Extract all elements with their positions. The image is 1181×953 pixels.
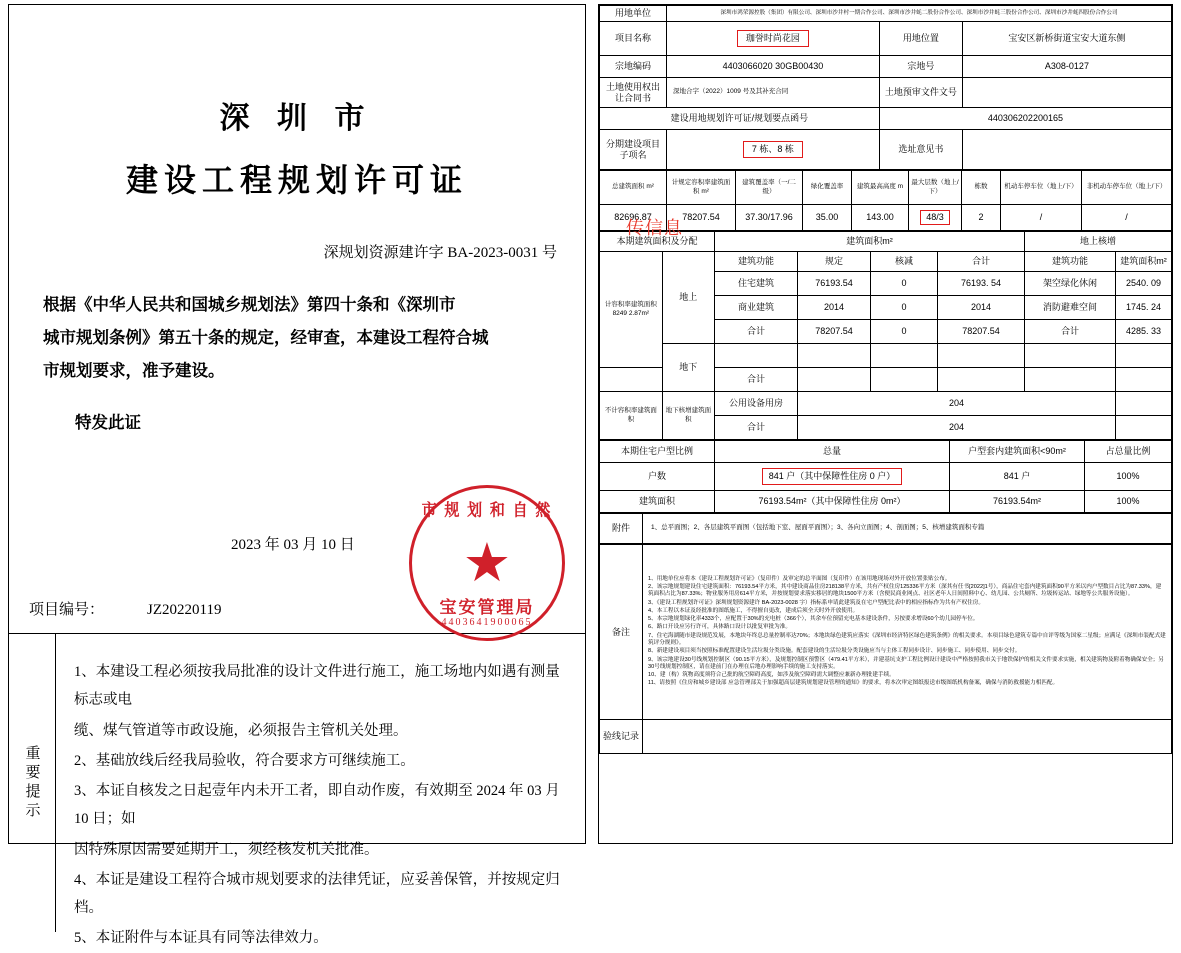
remark-line: 6、路口开设应另行许可，具体路口设计以批复审批为准。 (648, 624, 791, 631)
seal-arc-top-text: 市 规 划 和 自 然 (421, 502, 553, 520)
alloc-title-left: 本期建筑面积及分配 (600, 232, 715, 252)
alloc-row2-required: 78207.54 (798, 320, 871, 344)
extra-row1-value: 204 (798, 416, 1116, 440)
certificate-notes-block (9, 634, 585, 947)
alloc-row0-function: 住宅建筑 (715, 272, 798, 296)
certificate-body-line-1: 根据《中华人民共和国城乡规划法》第四十条和《深圳市 (43, 295, 456, 314)
alloc-row1-area2: 1745. 24 (1116, 296, 1172, 320)
form-right-panel (598, 4, 1173, 844)
project-number-label: 项目编号： (29, 602, 105, 618)
table-row (600, 205, 1172, 231)
remark-line: 5、本宗地规划绿化率4333个，应配置于30%的充电桩（366个），其余车位预留充电基本建设条件，另按要求增设60个幼儿园停车位。 (648, 616, 979, 623)
alloc-under-row1-reduced (871, 368, 938, 392)
alloc-row1-total: 2014 (938, 296, 1025, 320)
housing-row1-ratio: 100% (1085, 491, 1172, 513)
housing-header-total: 总量 (715, 441, 950, 463)
alloc-row2-function2: 合计 (1025, 320, 1116, 344)
table-row (600, 514, 1172, 544)
table-row (600, 171, 1172, 205)
stats-header-3: 绿化覆盖率 (803, 171, 852, 205)
table-row (600, 108, 1172, 130)
alloc-under-row0-function2 (1025, 344, 1116, 368)
stats-value-5: 48/3 (920, 210, 950, 225)
alloc-col-required: 规定 (798, 252, 871, 272)
alloc-title-right: 地上核增 (1025, 232, 1172, 252)
housing-row1-under90: 76193.54m² (950, 491, 1085, 513)
alloc-underground-label: 地下 (662, 344, 714, 392)
alloc-col-function2: 建筑功能 (1025, 252, 1116, 272)
alloc-under-row0-total (938, 344, 1025, 368)
sub-project-value: 7 栋、8 栋 (743, 141, 803, 158)
table-row (600, 441, 1172, 463)
table-row (600, 6, 1172, 22)
stats-header-6: 栋数 (962, 171, 1001, 205)
housing-row0-total: 841 户（其中保障性住房 0 户） (762, 468, 903, 485)
alloc-row2-function: 合计 (715, 320, 798, 344)
note-line: 2、基础放线后经我局验收，符合要求方可继续施工。 (74, 752, 415, 769)
land-permit-value: 440306202200165 (879, 108, 1171, 130)
stats-value-6: 2 (962, 205, 1001, 231)
certificate-special-issue: 特发此证 (75, 413, 141, 432)
site-opinion-label: 选址意见书 (879, 130, 962, 170)
alloc-row2-area2: 4285. 33 (1116, 320, 1172, 344)
housing-row0-under90: 841 户 (950, 463, 1085, 491)
land-permit-label: 建设用地规划许可证/规划要点函号 (600, 108, 880, 130)
stats-value-8: / (1082, 205, 1172, 231)
watermark-text: 传信息 (626, 218, 683, 238)
housing-row1-total: 76193.54m²（其中保障性住房 0m²） (715, 491, 950, 513)
table-row (600, 463, 1172, 491)
notes-content (56, 634, 585, 947)
remarks-content (643, 545, 1172, 720)
attachment-label: 附件 (600, 514, 643, 544)
remark-line: 8、新建建设项目须当按照标准配置建设生活垃圾分类设施。配套建设的生活垃圾分类设施应当与主体工程同步设计、同步施工、同步使用、同步交付。 (648, 648, 1021, 655)
extra-side-label: 地下核增建筑面积 (662, 392, 714, 440)
alloc-ground-label: 地上 (662, 252, 714, 344)
certificate-body-line-2: 城市规划条例》第五十条的规定，经审查，本建设工程符合城 (43, 328, 489, 347)
land-contract-value: 深地合字（2022）1009 号及其补充合同 (667, 78, 880, 108)
certificate-body-text (43, 288, 551, 387)
alloc-row2-total: 78207.54 (938, 320, 1025, 344)
alloc-col-function: 建筑功能 (715, 252, 798, 272)
remark-line: 2、该宗地规划建设住宅建筑面积：76193.54平方米，其中建设商品住房218138平方米，共有产权住房125336平方米（深其有任书[2022]1号），商品住宅套内建筑面积90平方米以内户型数目占比为87.33%，建筑面积占比为87.33%；物业服务用房614平方米，并按规划要求落实移居的地块1500平方米（含便民商业网点、社区老年人日间照料中心、幼儿园、公共厕所、垃圾转运站、绿地等公共服务设施）。 (648, 584, 1162, 598)
note-line: 因特殊原因需要延期开工，须经核发机关批准。 (74, 841, 379, 858)
alloc-under-row1-area2 (1116, 368, 1172, 392)
sub-project-label: 分期建设项目子项名 (600, 130, 667, 170)
alloc-under-row1-total (938, 368, 1025, 392)
certificate-title-name: 建设工程规划许可证 (125, 162, 468, 198)
parcel-no-value: A308-0127 (962, 56, 1171, 78)
stats-header-8: 非机动车停车位（地上/下） (1082, 171, 1172, 205)
extra-row1-blank (1116, 416, 1172, 440)
project-name-value-cell (667, 22, 880, 56)
table-row (600, 130, 1172, 170)
housing-row1-label: 建筑面积 (600, 491, 715, 513)
project-name-label: 项目名称 (600, 22, 667, 56)
building-stats-table (599, 170, 1172, 231)
note-line: 5、本证附件与本证具有同等法律效力。 (74, 930, 328, 947)
alloc-row0-function2: 架空绿化休闲 (1025, 272, 1116, 296)
housing-title: 本期住宅户型比例 (600, 441, 715, 463)
alloc-under-row0-function (715, 344, 798, 368)
parcel-code-label: 宗地编码 (600, 56, 667, 78)
remark-line: 4、本工程以本证及经批准的图纸施工，不得擅自更改，建成后须全天时外开放使用。 (648, 607, 859, 614)
seal-arc-bottom-text: 4403641900065 (441, 617, 533, 628)
land-contract-label: 土地使用权出让合同书 (600, 78, 667, 108)
alloc-side-filler (600, 368, 663, 392)
stats-header-4: 建筑最高高度 m (852, 171, 909, 205)
stats-value-4: 143.00 (852, 205, 909, 231)
land-unit-label: 用地单位 (600, 6, 667, 22)
alloc-row0-area2: 2540. 09 (1116, 272, 1172, 296)
alloc-under-row1-required (798, 368, 871, 392)
table-row (600, 545, 1172, 720)
alloc-row0-reduced: 0 (871, 272, 938, 296)
inspection-value (643, 720, 1172, 754)
attachment-text: 1、总平面图；2、各层建筑平面图（包括地下室、屋面平面图）；3、各向立面图；4、剖面图；5、核增建筑面积专篇 (643, 514, 1172, 544)
remark-line: 3、《建设工程规划许可证》深圳规划资源建许 BA-2023-0028 字）指标系申请此建筑及在宅户型配比表中的相应指标作为共有产权住房。 (648, 599, 984, 606)
note-line: 3、本证自核发之日起壹年内未开工者，即自动作废，有效期至 2024 年 03 月 10 日；如 (74, 783, 560, 828)
certificate-left-panel (8, 4, 586, 947)
land-location-label: 用地位置 (879, 22, 962, 56)
certificate-main-block (9, 93, 585, 634)
housing-header-under90: 户型套内建筑面积<90m² (950, 441, 1085, 463)
seal-star-icon: ★ (462, 533, 512, 593)
table-row (600, 491, 1172, 513)
attachment-table (599, 513, 1172, 544)
stats-header-0: 总建筑面积 m² (600, 171, 667, 205)
housing-ratio-table (599, 440, 1172, 513)
alloc-under-row0-reduced (871, 344, 938, 368)
stats-header-7: 机动车停车位（地上/下） (1001, 171, 1082, 205)
table-row (600, 344, 1172, 368)
stats-header-5: 最大层数（地上/下） (909, 171, 962, 205)
stats-header-2: 建筑覆盖率（一/二级） (736, 171, 803, 205)
table-row (600, 392, 1172, 416)
alloc-row2-reduced: 0 (871, 320, 938, 344)
alloc-title-mid: 建筑面积m² (715, 232, 1025, 252)
stats-value-0: 82696.87 (600, 205, 667, 231)
alloc-row1-reduced: 0 (871, 296, 938, 320)
extra-row0-value: 204 (798, 392, 1116, 416)
stats-value-5-cell (909, 205, 962, 231)
housing-row0-ratio: 100% (1085, 463, 1172, 491)
permit-data-table (599, 5, 1172, 170)
remark-line: 10、建（构）筑物高度须符合己批的航空障碍高度，如涉及航空障碍需大调整应兼新办理批建手续。 (648, 672, 895, 679)
note-line: 4、本证是建设工程符合城市规划要求的法律凭证，应妥善保管，并按规定归档。 (74, 871, 560, 917)
alloc-row1-function2: 消防避难空间 (1025, 296, 1116, 320)
certificate-title-city: 深 圳 市 (219, 102, 375, 135)
certificate-body-line-3: 市规划要求，准予建设。 (43, 361, 225, 380)
housing-header-ratio: 占总量比例 (1085, 441, 1172, 463)
extra-area-label: 不计容积率建筑面积 (600, 392, 663, 440)
seal-middle-text: 宝安管理局 (439, 598, 535, 617)
stats-value-7: / (1001, 205, 1082, 231)
stats-header-1: 计规定容积率建筑面积 m² (667, 171, 736, 205)
remark-line: 7、住宅海湖随市建设规范发展，本地块年终总总量控制率达70%；本地块绿色建筑应落实《深圳市经济特区绿色建筑条例》的相关要求。本项目绿色建筑专篇中自评等级为国家二星级；应满足《深圳市装配式建筑评分规则》。 (648, 632, 1166, 647)
housing-row0-total-cell (715, 463, 950, 491)
table-row (600, 78, 1172, 108)
remark-line: 9、该宗地建设30号线规划控制区（90.15平方米），及规划控制区预警区（479.41平方米），并建基坑支护工程比例设计建设中严格按照我市关于地铁保护的相关文件要求实施，相关建筑物及附着物确保安全；另30号线规划控制区，请在建前门在办理在后地办理影响手续的施工支持落实。 (648, 656, 1164, 670)
certificate-project-number (29, 598, 221, 619)
official-seal-icon (409, 485, 565, 641)
alloc-under-row1-function2 (1025, 368, 1116, 392)
note-line: 1、本建设工程必须按我局批准的设计文件进行施工，施工场地内如遇有测量标志或电 (74, 664, 560, 709)
parcel-code-value: 4403066020 30GB00430 (667, 56, 880, 78)
land-pretrial-label: 土地预审文件文号 (879, 78, 962, 108)
extra-row0-name: 公用设备用房 (715, 392, 798, 416)
alloc-under-row1-function: 合计 (715, 368, 798, 392)
table-row (600, 232, 1172, 252)
stats-value-3: 35.00 (803, 205, 852, 231)
project-name-value: 珈誉时尚花园 (737, 30, 809, 47)
table-row (600, 720, 1172, 754)
alloc-row0-total: 76193. 54 (938, 272, 1025, 296)
site-opinion-value (962, 130, 1171, 170)
alloc-row0-required: 76193.54 (798, 272, 871, 296)
land-unit-value: 深圳市鸿荣源控股（集团）有限公司、深圳市沙井村一期合作公司、深圳市沙井蚝二股份合作公司、深圳市沙井蚝三股份合作公司、深圳市沙井蚝四股份合作公司 (667, 6, 1172, 22)
sub-project-value-cell (667, 130, 880, 170)
land-pretrial-value (962, 78, 1171, 108)
remark-line: 1、用地单位应将本《建设工程规划许可证》（复印件）及审定的总平面图（复印件）在该用地现场对外开放位置张贴公布。 (648, 575, 951, 582)
land-location-value: 宝安区新桥街道宝安大道东侧 (962, 22, 1171, 56)
table-row (600, 252, 1172, 272)
remarks-label: 备注 (600, 545, 643, 720)
remarks-table (599, 544, 1172, 754)
alloc-col-area2: 建筑面积m² (1116, 252, 1172, 272)
certificate-issue-date: 2023 年 03 月 10 日 (231, 537, 355, 553)
alloc-col-total: 合计 (938, 252, 1025, 272)
extra-row0-blank (1116, 392, 1172, 416)
alloc-row1-required: 2014 (798, 296, 871, 320)
remark-line: 11、请按照《住房和城乡建设部 应急管理部关于加强超高层建筑规划建设管理的通知》的要求，将本次审定图纸报送市级图纸机构备案，确保与消防救援能力相匹配。 (648, 680, 1059, 687)
alloc-col-reduced: 核减 (871, 252, 938, 272)
stats-value-1: 78207.54 (667, 205, 736, 231)
certificate-number: 深规划资源建许字 BA-2023-0031 号 (323, 245, 557, 261)
housing-row0-label: 户数 (600, 463, 715, 491)
area-allocation-table (599, 231, 1172, 440)
table-row (600, 56, 1172, 78)
project-number-value: JZ20220119 (147, 602, 222, 618)
alloc-under-row0-area2 (1116, 344, 1172, 368)
alloc-row1-function: 商业建筑 (715, 296, 798, 320)
alloc-side-label: 计容积率建筑面积 8249 2.87m² (600, 252, 663, 368)
inspection-label: 验线记录 (600, 720, 643, 754)
note-line: 缆、煤气管道等市政设施，必须报告主管机关处理。 (74, 722, 408, 739)
notes-side-label (9, 634, 56, 932)
table-row (600, 22, 1172, 56)
notes-side-label-text: 重要提示 (23, 745, 40, 821)
stats-value-2: 37.30/17.96 (736, 205, 803, 231)
parcel-no-label: 宗地号 (879, 56, 962, 78)
extra-row1-name: 合计 (715, 416, 798, 440)
alloc-under-row0-required (798, 344, 871, 368)
